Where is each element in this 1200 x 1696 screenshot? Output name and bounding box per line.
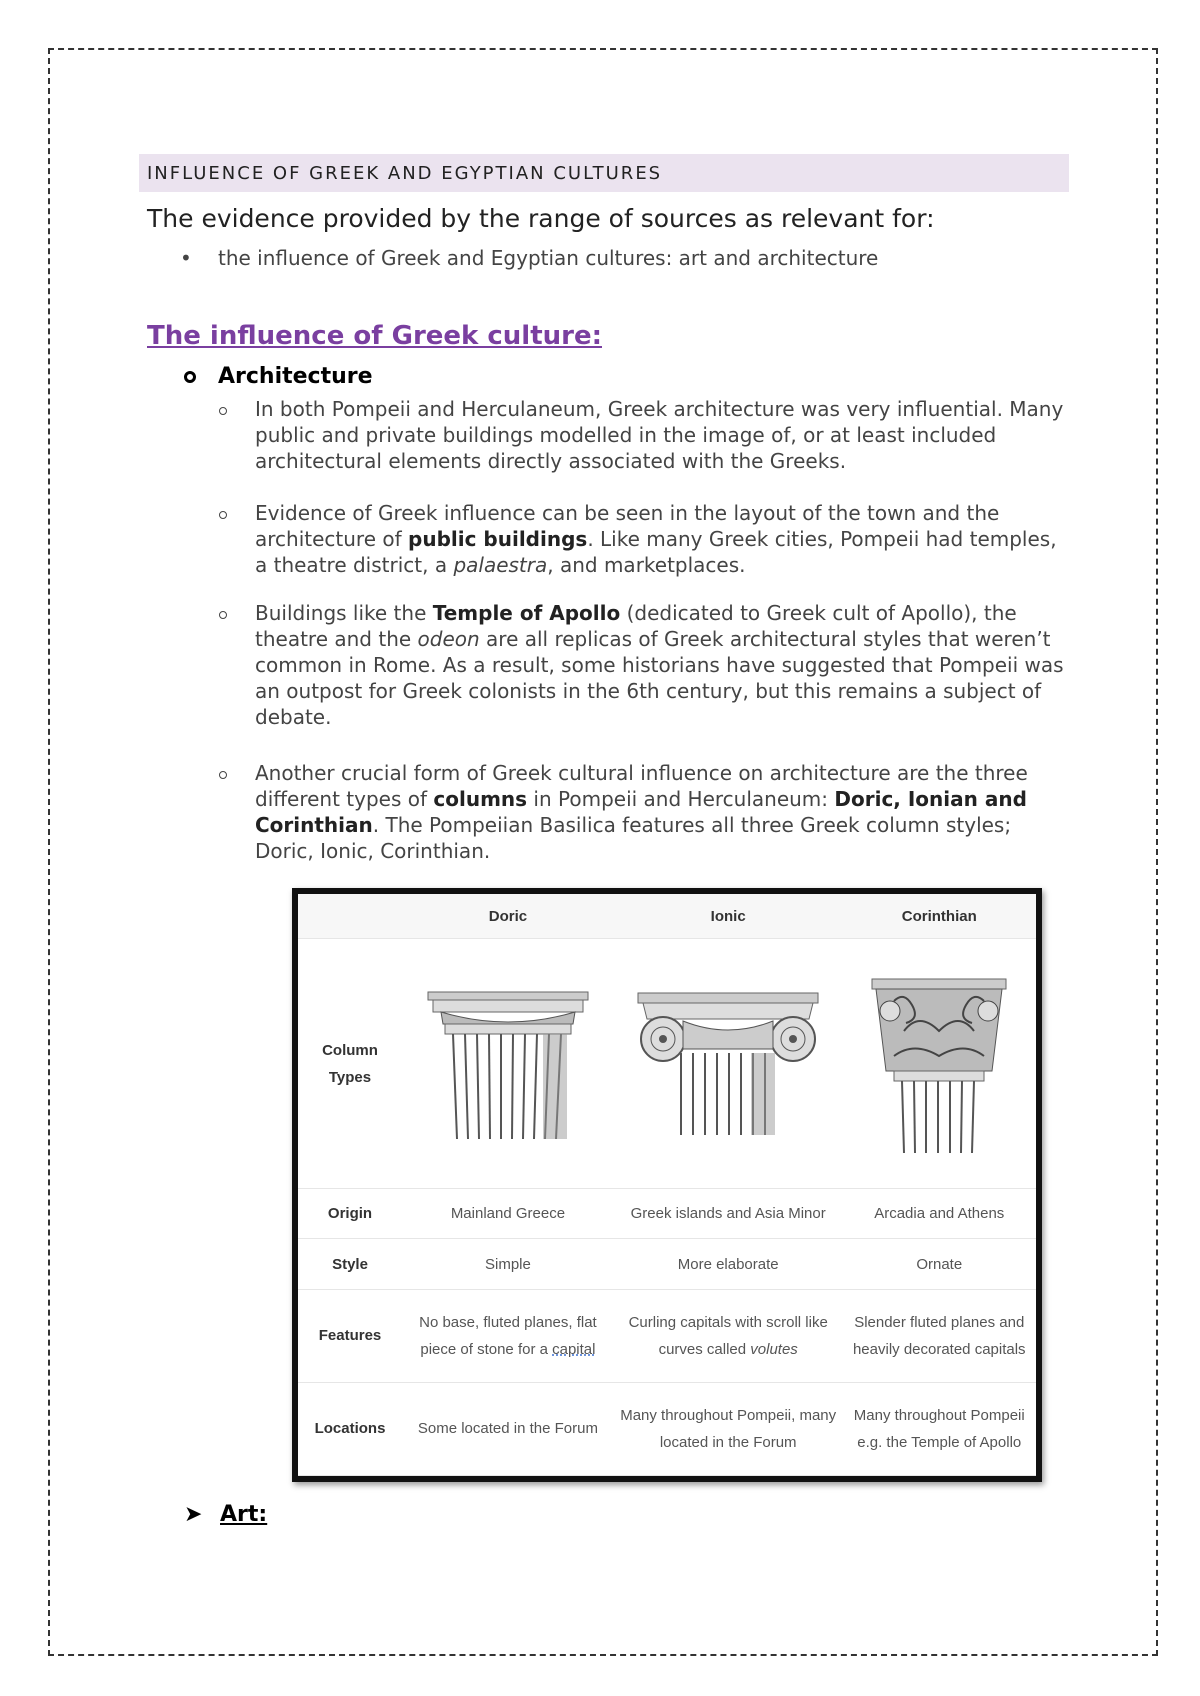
table-cell: Mainland Greece [402, 1189, 614, 1239]
subheading-text: Architecture [218, 364, 373, 389]
circle-bullet-icon [184, 371, 196, 383]
doric-column-image [402, 939, 614, 1189]
header-doric: Doric [402, 894, 614, 939]
cell-text: Curling capitals with scroll like curves called [628, 1313, 828, 1358]
paragraph-bold: Doric, Ionian and Corinthian [255, 787, 1027, 837]
paragraph-1 [255, 396, 1065, 474]
paragraph-text: In both Pompeii and Herculaneum, Greek architecture was very influential. Many public and private buildings modelled in the image of, or at least included architectural elements directly associated with the Greeks. [255, 397, 1064, 473]
paragraph-4 [255, 760, 1065, 864]
paragraph-text: in Pompeii and Herculaneum: [527, 787, 835, 811]
arrow-bullet-icon: ➤ [184, 1502, 203, 1527]
doric-column-icon [423, 984, 593, 1144]
corinthian-column-image [843, 939, 1036, 1189]
ionic-column-icon [633, 989, 823, 1139]
paragraph-2 [255, 500, 1065, 578]
comparison-table [298, 894, 1036, 1476]
table-cell: Many throughout Pompeii e.g. the Temple of Apollo [843, 1382, 1036, 1475]
section-title: The influence of Greek culture: [147, 321, 602, 351]
paragraph-italic: palaestra [453, 553, 548, 577]
table-row [298, 1189, 1036, 1239]
paragraph-bold: columns [433, 787, 528, 811]
row-label-style: Style [298, 1239, 402, 1289]
table-cell: More elaborate [614, 1239, 843, 1289]
table-cell: Simple [402, 1239, 614, 1289]
paragraph-text: (dedicated to Greek cult of Apollo), the theatre and the [255, 601, 1017, 651]
table-cell: Ornate [843, 1239, 1036, 1289]
intro-heading: The evidence provided by the range of sources as relevant for: [147, 204, 935, 233]
table-cell: Slender fluted planes and heavily decorated capitals [843, 1289, 1036, 1382]
paragraph-text: are all replicas of Greek architectural styles that weren’t common in Rome. As a result, some historians have suggested that Pompeii was an outpost for Greek colonists in the 6th century, but this remains a subject of debate. [255, 627, 1064, 729]
corinthian-column-icon [864, 971, 1014, 1156]
paragraph-text: Another crucial form of Greek cultural influence on architecture are the three different types of [255, 761, 1028, 811]
header-ionic: Ionic [614, 894, 843, 939]
paragraph-text: . The Pompeiian Basilica features all three Greek column styles; Doric, Ionic, Corinthian. [255, 813, 1012, 863]
row-label-features: Features [298, 1289, 402, 1382]
row-label-locations: Locations [298, 1382, 402, 1475]
table-cell: Many throughout Pompeii, many located in the Forum [614, 1382, 843, 1475]
intro-bullet-text: the influence of Greek and Egyptian cultures: art and architecture [218, 246, 879, 270]
row-label-column-types: Column Types [298, 939, 402, 1189]
paragraph-italic: odeon [417, 627, 480, 651]
paragraph-bold: public buildings [408, 527, 588, 551]
paragraph-3 [255, 600, 1065, 730]
table-row [298, 1289, 1036, 1382]
paragraph-text: Buildings like the [255, 601, 433, 625]
table-row [298, 1382, 1036, 1475]
ionic-column-image [614, 939, 843, 1189]
small-circle-bullet-icon [219, 611, 227, 619]
subheading-architecture [184, 364, 373, 389]
table-cell [402, 1289, 614, 1382]
column-types-table [292, 888, 1042, 1482]
row-label-origin: Origin [298, 1189, 402, 1239]
art-label: Art: [220, 1502, 268, 1527]
header-corinthian: Corinthian [843, 894, 1036, 939]
intro-bullet [180, 246, 878, 270]
table-cell: Some located in the Forum [402, 1382, 614, 1475]
table-header-row [298, 894, 1036, 939]
header-title: INFLUENCE OF GREEK AND EGYPTIAN CULTURES [147, 163, 663, 184]
table-row [298, 939, 1036, 1189]
document-header [139, 154, 1069, 192]
cell-text: No base, fluted planes, flat piece of stone for a [419, 1313, 597, 1358]
small-circle-bullet-icon [219, 511, 227, 519]
paragraph-text: , and marketplaces. [547, 553, 746, 577]
table-cell: Arcadia and Athens [843, 1189, 1036, 1239]
small-circle-bullet-icon [219, 771, 227, 779]
paragraph-text: Evidence of Greek influence can be seen in the layout of the town and the architecture of [255, 501, 1000, 551]
table-cell [614, 1289, 843, 1382]
table-row [298, 1239, 1036, 1289]
table-corner-cell [298, 894, 402, 939]
small-circle-bullet-icon [219, 407, 227, 415]
capital-link[interactable]: capital [552, 1340, 596, 1358]
paragraph-bold: Temple of Apollo [432, 601, 621, 625]
table-cell: Greek islands and Asia Minor [614, 1189, 843, 1239]
cell-italic: volutes [750, 1340, 798, 1358]
paragraph-text: . Like many Greek cities, Pompeii had temples, a theatre district, a [255, 527, 1057, 577]
art-heading [184, 1502, 267, 1527]
bullet-icon: • [180, 246, 192, 270]
